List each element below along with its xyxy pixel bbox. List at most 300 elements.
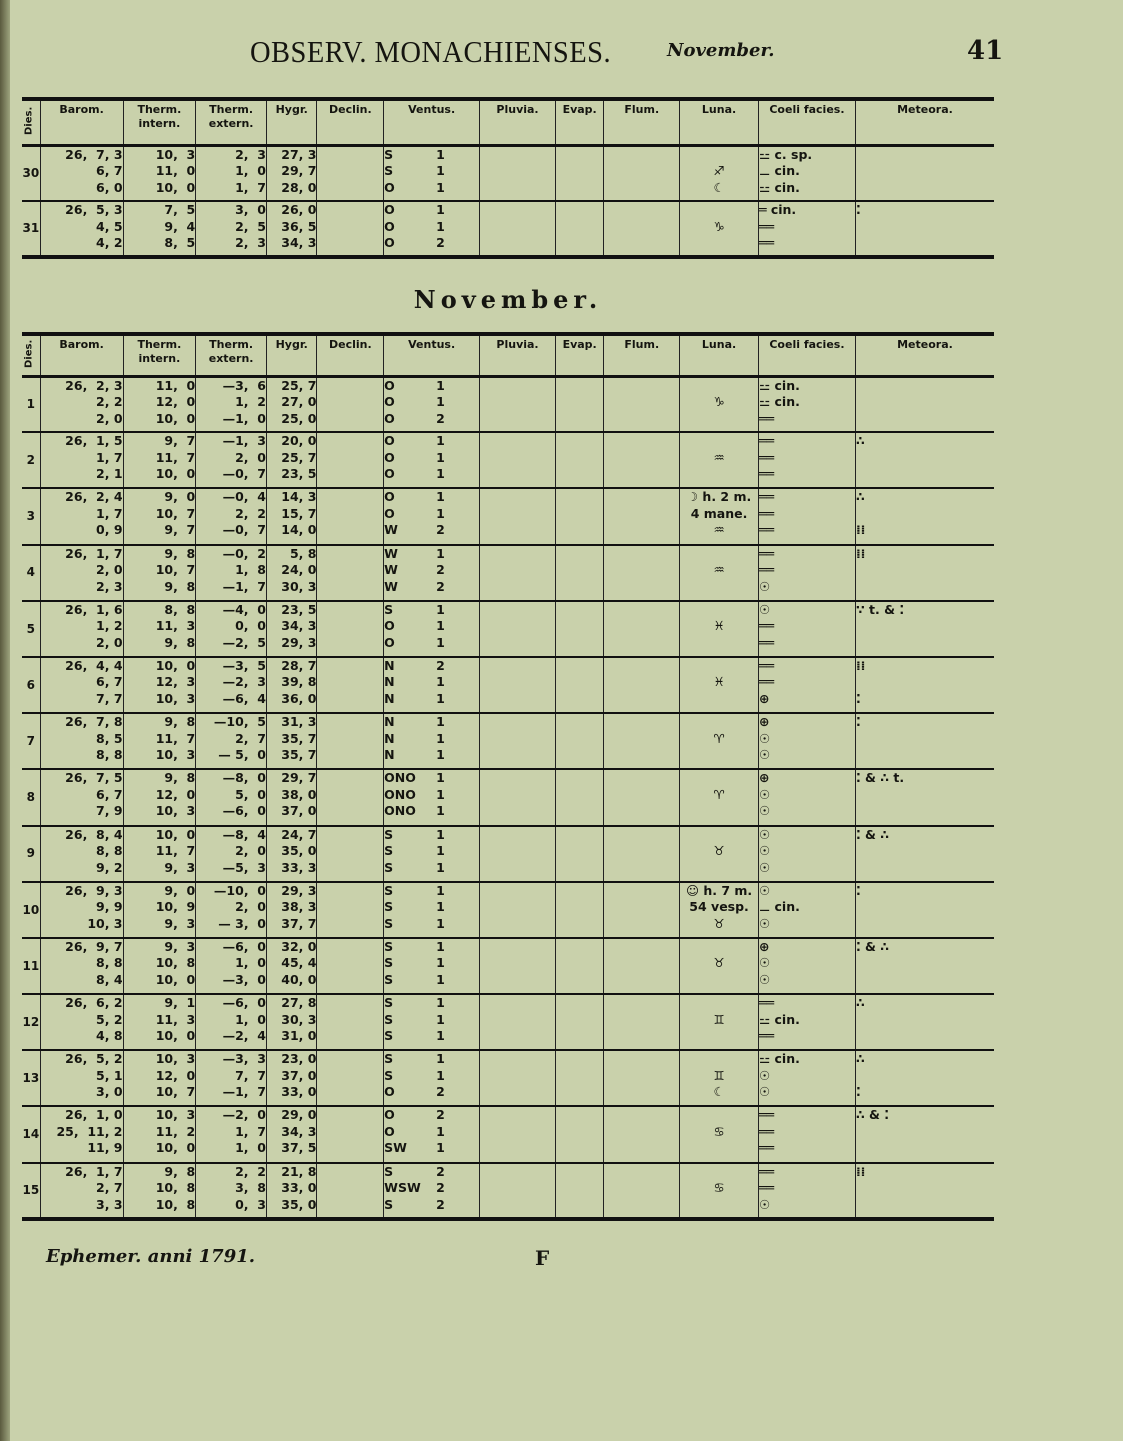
- wind-force: 1: [436, 843, 445, 858]
- hygr-value: 29, 3: [281, 882, 317, 898]
- meteora-entry: [856, 899, 994, 916]
- flum-cell: [604, 145, 680, 201]
- wind-direction: S: [384, 1163, 394, 1179]
- ventus-line: [384, 562, 479, 579]
- ventus-line: [384, 883, 479, 900]
- coeli-facies-entry: ══: [758, 466, 775, 482]
- therm-intern-value: 10, 0: [155, 179, 196, 195]
- month-title: November.: [413, 285, 603, 314]
- coeli-facies-entry: ══: [758, 618, 775, 634]
- coeli-facies-entry: ☉: [758, 915, 771, 931]
- therm-extern-value: 0, 0: [235, 618, 266, 634]
- wind-force: 1: [436, 545, 445, 561]
- ventus-cell: [384, 713, 480, 769]
- flum-cell: [604, 994, 680, 1050]
- flum-cell: [604, 601, 680, 657]
- coeli-facies-entry: ══: [758, 545, 775, 561]
- therm-extern-cell: [196, 1163, 267, 1219]
- luna-entry: ♈: [713, 730, 725, 746]
- therm-intern-cell: [123, 882, 196, 938]
- day-row: [22, 145, 994, 201]
- wind-force: 1: [436, 618, 445, 634]
- barom-value: 26, 7, 8: [65, 714, 123, 730]
- wind-force: 1: [436, 1011, 445, 1027]
- luna-entry: ♉: [713, 955, 725, 971]
- day-row: [22, 882, 994, 938]
- ventus-line: [384, 618, 479, 635]
- therm-intern-cell: [123, 432, 196, 488]
- meteora-entry: [856, 450, 994, 467]
- day-row: [22, 1106, 994, 1162]
- wind-direction: S: [384, 859, 394, 875]
- meteora-entry: ⁞⁞: [855, 545, 866, 561]
- therm-intern-value: 10, 8: [155, 955, 196, 971]
- therm-intern-value: 11, 3: [155, 1011, 196, 1027]
- luna-entry: [680, 1051, 758, 1068]
- hygr-value: 24, 0: [281, 562, 317, 578]
- coeli-facies-entry: ⊕: [758, 770, 770, 786]
- coeli-facies-entry: ⚍ cin.: [758, 377, 800, 393]
- therm-extern-value: —1, 7: [222, 578, 266, 594]
- hygr-cell: [266, 657, 317, 713]
- ventus-line: [384, 658, 479, 675]
- luna-entry: 54 vesp.: [689, 899, 749, 915]
- meteora-entry: [856, 747, 994, 764]
- barom-value: 26, 1, 7: [65, 1163, 123, 1179]
- evap-cell: [555, 938, 603, 994]
- therm-extern-value: —5, 3: [222, 859, 266, 875]
- col-flum: Flum.: [604, 334, 680, 376]
- ventus-line: [384, 202, 479, 219]
- hygr-cell: [266, 376, 317, 432]
- meteora-entry: [856, 1012, 994, 1029]
- coeli-facies-entry: ☉: [758, 826, 771, 842]
- hygr-cell: [266, 826, 317, 882]
- flum-cell: [604, 657, 680, 713]
- therm-intern-cell: [123, 769, 196, 825]
- barom-value: 7, 9: [96, 803, 123, 819]
- col-pluvia: Pluvia.: [480, 99, 556, 145]
- meteora-entry: [856, 1028, 994, 1045]
- therm-extern-value: 1, 0: [235, 163, 266, 178]
- day-row: [22, 1163, 994, 1219]
- declin-cell: [317, 1050, 384, 1106]
- therm-intern-cell: [123, 994, 196, 1050]
- ventus-cell: [384, 826, 480, 882]
- hygr-value: 39, 8: [281, 674, 317, 690]
- pluvia-cell: [480, 1163, 556, 1219]
- hygr-value: 38, 0: [281, 786, 317, 802]
- hygr-value: 45, 4: [281, 955, 317, 971]
- therm-intern-cell: [123, 713, 196, 769]
- therm-intern-value: 9, 8: [164, 578, 196, 594]
- hygr-value: 14, 0: [281, 522, 317, 538]
- evap-cell: [555, 432, 603, 488]
- evap-cell: [555, 769, 603, 825]
- therm-extern-value: 0, 3: [235, 1196, 266, 1212]
- barom-cell: [40, 601, 123, 657]
- meteora-entry: ⁞⁞: [855, 1163, 866, 1179]
- luna-cell: [680, 1106, 759, 1162]
- wind-direction: N: [384, 674, 395, 690]
- day-row: [22, 657, 994, 713]
- luna-entry: ♋: [713, 1123, 725, 1139]
- day-number: 11: [22, 958, 40, 973]
- day-number: 8: [26, 790, 36, 805]
- wind-direction: N: [384, 657, 395, 673]
- coeli-facies-entry: ☉: [758, 859, 771, 875]
- therm-extern-value: 1, 8: [235, 562, 266, 578]
- col-luna: Luna.: [680, 334, 759, 376]
- wind-force: 1: [436, 770, 445, 786]
- luna-cell: [680, 713, 759, 769]
- therm-intern-cell: [123, 201, 196, 257]
- col-evap: Evap.: [555, 99, 603, 145]
- therm-extern-value: 5, 0: [235, 786, 266, 802]
- therm-extern-cell: [196, 994, 267, 1050]
- wind-force: 1: [436, 1140, 445, 1156]
- therm-extern-cell: [196, 201, 267, 257]
- barom-cell: [40, 488, 123, 544]
- barom-cell: [40, 769, 123, 825]
- therm-extern-value: 2, 5: [235, 218, 266, 234]
- evap-cell: [555, 713, 603, 769]
- pluvia-cell: [480, 432, 556, 488]
- wind-force: 2: [436, 522, 445, 538]
- meteora-cell: [855, 938, 994, 994]
- ventus-cell: [384, 601, 480, 657]
- therm-extern-cell: [196, 713, 267, 769]
- barom-value: 26, 8, 4: [65, 826, 123, 842]
- meteora-entry: [856, 843, 994, 860]
- barom-value: 7, 7: [96, 690, 123, 706]
- meteora-cell: [855, 488, 994, 544]
- day-number: 1: [26, 397, 36, 412]
- hygr-value: 14, 3: [281, 489, 317, 505]
- day-row: [22, 938, 994, 994]
- hygr-value: 29, 0: [281, 1107, 317, 1123]
- coeli-facies-cell: [758, 713, 855, 769]
- therm-intern-value: 10, 3: [155, 803, 196, 819]
- barom-value: 6, 7: [96, 786, 123, 802]
- luna-cell: [680, 145, 759, 201]
- barom-value: 3, 0: [96, 1084, 123, 1100]
- ventus-line: [384, 803, 479, 820]
- luna-entry: ♊: [713, 1011, 725, 1027]
- hygr-value: 30, 3: [281, 1011, 317, 1027]
- therm-extern-value: —0, 7: [222, 522, 266, 538]
- wind-direction: O: [384, 202, 395, 217]
- day-number: 12: [22, 1014, 40, 1029]
- meteora-entry: ∴: [855, 995, 865, 1011]
- ventus-line: [384, 489, 479, 506]
- luna-cell: [680, 545, 759, 601]
- barom-value: 26, 1, 7: [65, 545, 123, 561]
- wind-force: 2: [436, 1196, 445, 1212]
- wind-force: 2: [436, 657, 445, 673]
- therm-extern-value: —1, 7: [222, 1084, 266, 1100]
- luna-entry: ♑: [713, 394, 725, 409]
- luna-entry: [680, 147, 758, 164]
- ventus-cell: [384, 938, 480, 994]
- flum-cell: [604, 882, 680, 938]
- coeli-facies-entry: ══: [758, 1123, 775, 1139]
- wind-force: 1: [436, 634, 445, 650]
- coeli-facies-entry: ══: [758, 1140, 775, 1156]
- coeli-facies-entry: ☉: [758, 730, 771, 746]
- hygr-value: 34, 3: [281, 1123, 317, 1139]
- hygr-cell: [266, 545, 317, 601]
- barom-value: 26, 6, 2: [65, 995, 123, 1011]
- barom-cell: [40, 938, 123, 994]
- meteora-entry: [856, 731, 994, 748]
- luna-entry: [680, 770, 758, 787]
- flum-cell: [604, 545, 680, 601]
- luna-entry: [680, 235, 758, 252]
- ventus-line: [384, 219, 479, 236]
- declin-cell: [317, 994, 384, 1050]
- therm-intern-value: 10, 3: [155, 747, 196, 763]
- luna-entry: [680, 433, 758, 450]
- hygr-value: 15, 7: [281, 505, 317, 521]
- luna-entry: [680, 691, 758, 708]
- therm-extern-value: 2, 0: [235, 843, 266, 858]
- day-number: 31: [22, 221, 40, 236]
- coeli-facies-entry: ══: [758, 1163, 775, 1179]
- col-evap: Evap.: [555, 334, 603, 376]
- declin-cell: [317, 145, 384, 201]
- luna-entry: ♋: [713, 1180, 725, 1196]
- evap-cell: [555, 657, 603, 713]
- day-row: [22, 994, 994, 1050]
- wind-force: 2: [436, 1180, 445, 1196]
- coeli-facies-cell: [758, 488, 855, 544]
- luna-entry: ♒: [713, 562, 725, 578]
- meteora-entry: [856, 163, 994, 180]
- meteora-entry: ⁚: [855, 714, 861, 730]
- meteora-entry: ⁚: [855, 202, 861, 217]
- coeli-facies-cell: [758, 145, 855, 201]
- luna-entry: [680, 972, 758, 989]
- hygr-value: 31, 0: [281, 1028, 317, 1044]
- hygr-cell: [266, 201, 317, 257]
- therm-extern-cell: [196, 601, 267, 657]
- hygr-cell: [266, 1106, 317, 1162]
- luna-entry: ♊: [713, 1067, 725, 1083]
- barom-value: 0, 9: [96, 522, 123, 538]
- barom-value: 26, 1, 6: [65, 601, 123, 617]
- coeli-facies-entry: ⚍ cin.: [758, 1011, 800, 1027]
- pluvia-cell: [480, 376, 556, 432]
- october-observation-table: [22, 97, 994, 259]
- barom-value: 8, 5: [96, 730, 123, 746]
- meteora-entry: [856, 955, 994, 972]
- barom-value: 8, 8: [96, 955, 123, 971]
- hygr-value: 35, 7: [281, 730, 317, 746]
- therm-extern-value: 3, 0: [235, 202, 266, 217]
- luna-entry: [680, 546, 758, 563]
- wind-direction: WSW: [384, 1180, 421, 1196]
- coeli-facies-entry: ☉: [758, 1196, 771, 1212]
- wind-direction: ONO: [384, 803, 416, 819]
- coeli-facies-entry: ══: [758, 657, 775, 673]
- hygr-value: 5, 8: [289, 545, 317, 561]
- meteora-entry: [856, 506, 994, 523]
- wind-force: 1: [436, 938, 445, 954]
- therm-extern-value: —4, 0: [222, 601, 266, 617]
- page: [22, 0, 1004, 1441]
- barom-value: 8, 8: [96, 843, 123, 858]
- ventus-line: [384, 827, 479, 844]
- therm-intern-value: 10, 0: [155, 657, 196, 673]
- wind-direction: S: [384, 843, 394, 858]
- therm-extern-cell: [196, 432, 267, 488]
- therm-extern-cell: [196, 826, 267, 882]
- hygr-value: 29, 7: [281, 163, 317, 178]
- therm-intern-value: 10, 3: [155, 690, 196, 706]
- therm-intern-value: 9, 8: [164, 770, 196, 786]
- day-row: [22, 601, 994, 657]
- wind-direction: O: [384, 505, 395, 521]
- ventus-cell: [384, 545, 480, 601]
- meteora-cell: [855, 1050, 994, 1106]
- wind-force: 1: [436, 218, 445, 234]
- barom-value: 6, 7: [96, 674, 123, 690]
- evap-cell: [555, 376, 603, 432]
- pluvia-cell: [480, 938, 556, 994]
- therm-extern-value: —10, 0: [213, 882, 266, 898]
- meteora-entry: ⁚ & ∴: [855, 826, 889, 842]
- hygr-value: 35, 7: [281, 747, 317, 763]
- therm-intern-value: 12, 0: [155, 1067, 196, 1083]
- barom-value: 26, 4, 4: [65, 657, 123, 673]
- luna-entry: ♑: [713, 218, 725, 234]
- hygr-value: 25, 0: [281, 410, 317, 426]
- luna-entry: [680, 995, 758, 1012]
- luna-entry: [680, 658, 758, 675]
- luna-entry: [680, 827, 758, 844]
- ventus-cell: [384, 432, 480, 488]
- meteora-entry: [856, 1068, 994, 1085]
- col-therm-extern: Therm. extern.: [196, 334, 267, 376]
- hygr-cell: [266, 601, 317, 657]
- flum-cell: [604, 938, 680, 994]
- meteora-entry: [856, 618, 994, 635]
- wind-force: 2: [436, 1084, 445, 1100]
- barom-value: 26, 2, 4: [65, 489, 123, 505]
- therm-intern-value: 10, 7: [155, 505, 196, 521]
- barom-value: 26, 7, 5: [65, 770, 123, 786]
- meteora-entry: [856, 787, 994, 804]
- barom-value: 1, 7: [96, 505, 123, 521]
- barom-value: 4, 8: [96, 1028, 123, 1044]
- therm-extern-value: 1, 0: [235, 1011, 266, 1027]
- day-number: 30: [22, 166, 40, 180]
- therm-intern-value: 10, 0: [155, 1028, 196, 1044]
- wind-direction: O: [384, 489, 395, 505]
- coeli-facies-entry: ⚍ cin.: [758, 179, 800, 195]
- coeli-facies-entry: ☉: [758, 578, 771, 594]
- wind-direction: N: [384, 714, 395, 730]
- barom-value: 2, 3: [96, 578, 123, 594]
- wind-force: 2: [436, 578, 445, 594]
- luna-entry: [680, 1164, 758, 1181]
- ventus-cell: [384, 201, 480, 257]
- ventus-line: [384, 770, 479, 787]
- wind-force: 1: [436, 1123, 445, 1139]
- coeli-facies-cell: [758, 882, 855, 938]
- wind-direction: O: [384, 634, 395, 650]
- wind-direction: S: [384, 826, 394, 842]
- coeli-facies-entry: ══: [758, 634, 775, 650]
- therm-extern-cell: [196, 145, 267, 201]
- hygr-value: 33, 0: [281, 1084, 317, 1100]
- coeli-facies-cell: [758, 657, 855, 713]
- book-spine-shadow: [0, 0, 10, 1441]
- wind-force: 1: [436, 995, 445, 1011]
- hygr-value: 37, 7: [281, 915, 317, 931]
- wind-force: 1: [436, 601, 445, 617]
- day-row: [22, 432, 994, 488]
- barom-value: 26, 1, 0: [65, 1107, 123, 1123]
- coeli-facies-entry: ☉: [758, 786, 771, 802]
- barom-cell: [40, 994, 123, 1050]
- meteora-entry: [856, 916, 994, 933]
- meteora-entry: ⁚: [855, 882, 861, 898]
- luna-cell: [680, 601, 759, 657]
- luna-entry: [680, 411, 758, 428]
- ventus-cell: [384, 1106, 480, 1162]
- wind-direction: S: [384, 1196, 394, 1212]
- therm-intern-cell: [123, 145, 196, 201]
- wind-direction: O: [384, 466, 395, 482]
- therm-intern-value: 9, 0: [164, 489, 196, 505]
- pluvia-cell: [480, 201, 556, 257]
- ventus-line: [384, 714, 479, 731]
- ventus-line: [384, 955, 479, 972]
- evap-cell: [555, 1163, 603, 1219]
- therm-intern-value: 10, 7: [155, 562, 196, 578]
- hygr-cell: [266, 769, 317, 825]
- meteora-entry: ⁚: [855, 1084, 861, 1100]
- barom-cell: [40, 545, 123, 601]
- pluvia-cell: [480, 713, 556, 769]
- wind-direction: S: [384, 146, 394, 162]
- col-coeli-facies: Coeli facies.: [758, 334, 855, 376]
- hygr-value: 37, 0: [281, 1067, 317, 1083]
- hygr-cell: [266, 994, 317, 1050]
- day-row: [22, 376, 994, 432]
- coeli-facies-entry: ⊕: [758, 714, 770, 730]
- day-row: [22, 201, 994, 257]
- barom-cell: [40, 145, 123, 201]
- hygr-value: 40, 0: [281, 971, 317, 987]
- hygr-cell: [266, 1163, 317, 1219]
- hygr-value: 32, 0: [281, 938, 317, 954]
- pluvia-cell: [480, 488, 556, 544]
- wind-direction: S: [384, 1051, 394, 1067]
- wind-force: 1: [436, 202, 445, 217]
- wind-direction: O: [384, 618, 395, 634]
- coeli-facies-cell: [758, 1050, 855, 1106]
- wind-force: 1: [436, 1067, 445, 1083]
- declin-cell: [317, 882, 384, 938]
- wind-direction: ONO: [384, 770, 416, 786]
- luna-entry: ♈: [713, 786, 725, 802]
- therm-extern-value: —3, 5: [222, 657, 266, 673]
- evap-cell: [555, 1050, 603, 1106]
- coeli-facies-entry: ══: [758, 433, 775, 449]
